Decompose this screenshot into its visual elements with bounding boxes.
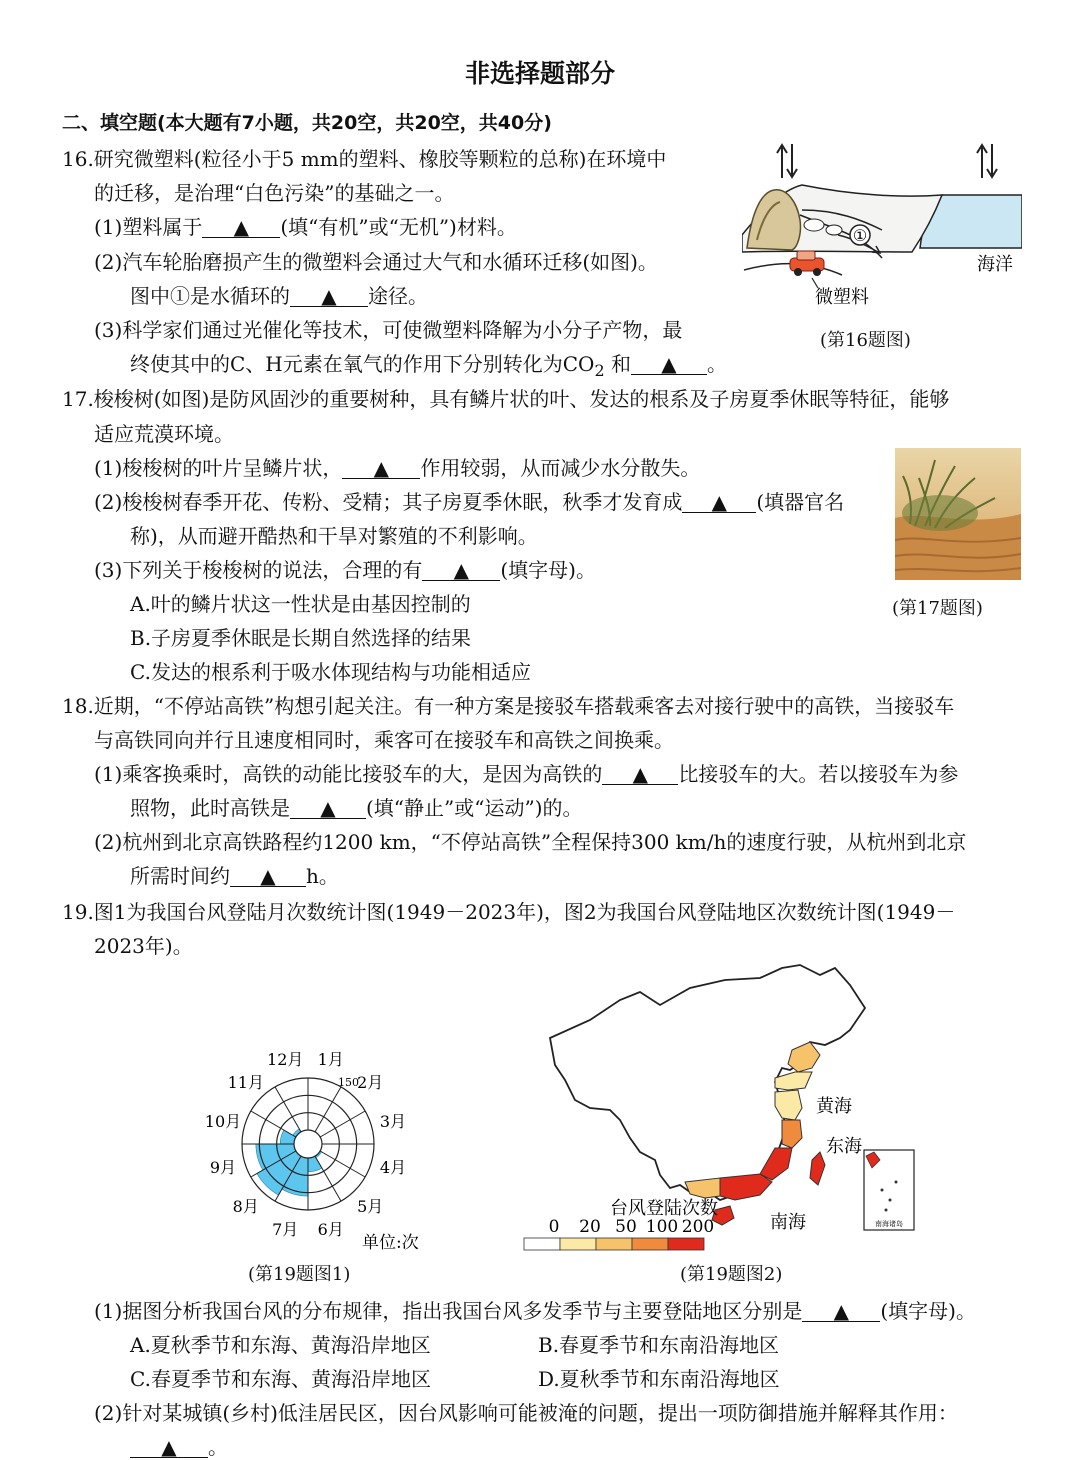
q16-p1-text-after: (填“有机”或“无机”)材料。 <box>280 215 517 239</box>
q18-p1-text: (1)乘客换乘时，高铁的动能比接驳车的大，是因为高铁的 <box>94 762 603 786</box>
q16-stem-line1: 16.研究微塑料(粒径小于5 mm的塑料、橡胶等颗粒的总称)在环境中 <box>62 147 667 171</box>
q16-figure-caption: (第16题图) <box>820 330 911 351</box>
region-taiwan <box>810 1152 825 1185</box>
legend-swatch <box>632 1238 668 1250</box>
month-label: 8月 <box>232 1197 259 1217</box>
month-label: 1月 <box>317 1049 344 1069</box>
q19-part2-line1: (2)针对某城镇(乡村)低洼居民区，因台风影响可能被淹的问题，提出一项防御措施并解释其作用： <box>94 1401 958 1425</box>
legend-tick-label: 20 <box>579 1217 601 1237</box>
q19-p2-text-after: 。 <box>208 1435 228 1459</box>
polar-bars <box>256 1129 322 1196</box>
q19-p1-text: (1)据图分析我国台风的分布规律，指出我国台风多发季节与主要登陆地区分别是 <box>94 1299 803 1323</box>
q18-stem-line2: 与高铁同向并行且速度相同时，乘客可在接驳车和高铁之间换乘。 <box>94 728 674 752</box>
q18-stem-line1: 18.近期，“不停站高铁”构想引起关注。有一种方案是接驳车搭载乘客去对接行驶中的高铁，当接驳车 <box>62 694 955 718</box>
q17-p2-text-after: (填器官名 <box>756 490 845 514</box>
q19-option-b[interactable]: B.春夏季节和东南沿海地区 <box>538 1333 780 1357</box>
updown-arrows-right <box>977 144 997 178</box>
region-guangdong <box>720 1174 772 1200</box>
q19-stem-line1: 19.图1为我国台风登陆月次数统计图(1949－2023年)，图2为我国台风登陆地区次数统计图(1949－ <box>62 900 956 924</box>
polar-grid <box>242 1078 374 1210</box>
car-icon <box>790 251 824 276</box>
ocean-label: 海洋 <box>977 254 1013 275</box>
q18-p2-text: 所需时间约 <box>130 864 230 888</box>
subscript: 2 <box>594 361 605 380</box>
map-label-yellow-sea: 黄海 <box>816 1096 852 1117</box>
q17-p3-text-after: (填字母)。 <box>500 558 596 582</box>
legend-swatch <box>668 1238 704 1250</box>
q17-p1-text: (1)梭梭树的叶片呈鳞片状， <box>94 456 343 480</box>
loop-label: ① <box>852 226 868 245</box>
month-label: 3月 <box>379 1112 407 1132</box>
china-typhoon-map <box>520 960 920 1260</box>
q19-p1-text-after: (填字母)。 <box>880 1299 976 1323</box>
inset-label: 南海诸岛 <box>875 1220 903 1228</box>
q17-part3 <box>94 554 596 583</box>
q16-p3-text-mid: 和 <box>604 352 631 376</box>
region-guangxi <box>685 1178 720 1198</box>
legend-tick-label: 100 <box>645 1217 679 1237</box>
q17-stem-line2: 适应荒漠环境。 <box>94 422 234 446</box>
month-label: 12月 <box>267 1049 304 1069</box>
fig1-caption: (第19题图1) <box>248 1264 351 1285</box>
month-label: 5月 <box>357 1197 384 1217</box>
legend-ticks <box>549 1217 715 1237</box>
q19-part2-line2 <box>130 1431 228 1460</box>
mountain-shape <box>747 190 800 250</box>
legend-tick-label: 0 <box>548 1217 560 1237</box>
map-label-south-sea: 南海 <box>770 1212 806 1233</box>
q18-part1-line1 <box>94 758 958 787</box>
q19-option-c[interactable]: C.春夏季节和东海、黄海沿岸地区 <box>130 1367 431 1391</box>
q17-p2-text: (2)梭梭树春季开花、传粉、受精；其子房夏季休眠，秋季才发育成 <box>94 490 683 514</box>
answer-blank[interactable]: ▲ <box>230 866 306 887</box>
legend-swatch <box>596 1238 632 1250</box>
q17-figure-caption: (第17题图) <box>892 598 983 619</box>
answer-blank[interactable]: ▲ <box>130 1437 208 1458</box>
q16-p2-text: 图中①是水循环的 <box>130 284 290 308</box>
fig2-caption: (第19题图2) <box>680 1264 783 1285</box>
q16-p3-text-after: 。 <box>707 352 727 376</box>
q17-stem-line1: 17.梭梭树(如图)是防风固沙的重要树种，具有鳞片状的叶、发达的根系及子房夏季休眠等特征，能够 <box>62 387 950 411</box>
q17-option-c[interactable]: C.发达的根系利于吸水体现结构与功能相适应 <box>130 660 531 684</box>
q18-part1-line2 <box>130 792 583 821</box>
section-heading: 二、填空题(本大题有7小题，共20空，共20空，共40分) <box>62 112 552 134</box>
answer-blank[interactable]: ▲ <box>802 1301 880 1322</box>
q16-part3-line2 <box>130 348 727 380</box>
legend-swatch <box>524 1238 560 1250</box>
q18-p1-text-after: 比接驳车的大。若以接驳车为参 <box>678 762 959 786</box>
legend-tick-label: 200 <box>681 1217 715 1237</box>
answer-blank[interactable]: ▲ <box>682 492 756 513</box>
region-shandong <box>775 1072 812 1090</box>
q17-part2-line1 <box>94 486 844 515</box>
legend-title: 台风登陆次数 <box>610 1198 718 1219</box>
month-label: 4月 <box>379 1157 407 1177</box>
q18-part2-line2 <box>130 860 339 889</box>
answer-blank[interactable]: ▲ <box>290 286 368 307</box>
legend-tick-label: 50 <box>615 1217 637 1237</box>
answer-blank[interactable]: ▲ <box>422 560 500 581</box>
q19-stem-line2: 2023年)。 <box>94 934 193 958</box>
q18-p1-l2-text-after: (填“静止”或“运动”)的。 <box>366 796 583 820</box>
q17-part2-line2: 称)，从而避开酷热和干旱对繁殖的不利影响。 <box>130 524 538 548</box>
q17-p1-text-after: 作用较弱，从而减少水分散失。 <box>420 456 701 480</box>
answer-blank[interactable]: ▲ <box>342 458 420 479</box>
q18-p2-text-after: h。 <box>306 864 339 888</box>
q18-part2-line1: (2)杭州到北京高铁路程约1200 km，“不停站高铁”全程保持300 km/h的速度行驶，从杭州到北京 <box>94 830 967 854</box>
unit-label: 单位:次 <box>362 1233 419 1253</box>
q19-option-a[interactable]: A.夏秋季节和东海、黄海沿岸地区 <box>130 1333 431 1357</box>
answer-blank[interactable]: ▲ <box>602 764 678 785</box>
q16-part3-line1: (3)科学家们通过光催化等技术，可使微塑料降解为小分子产物，最 <box>94 318 683 342</box>
q19-option-d[interactable]: D.夏秋季节和东南沿海地区 <box>538 1367 780 1391</box>
answer-blank[interactable]: ▲ <box>631 354 707 375</box>
month-label: 7月 <box>272 1220 299 1240</box>
q16-stem-line2: 的迁移，是治理“白色污染”的基础之一。 <box>94 181 455 205</box>
legend-color-bar <box>524 1238 704 1250</box>
q16-p3-text: 终使其中的C、H元素在氧气的作用下分别转化为CO <box>130 352 595 376</box>
q16-part1 <box>94 211 517 240</box>
q16-figure <box>742 140 1022 320</box>
answer-blank[interactable]: ▲ <box>290 798 366 819</box>
q17-part1 <box>94 452 700 481</box>
month-label: 2月 <box>357 1072 384 1092</box>
typhoon-month-polar-chart <box>170 1040 450 1260</box>
microplastic-label: 微塑料 <box>815 287 869 308</box>
radial-tick-label: 150 <box>338 1076 359 1089</box>
month-label: 10月 <box>204 1112 242 1132</box>
month-label: 9月 <box>209 1157 237 1177</box>
map-label-east-sea: 东海 <box>826 1136 862 1157</box>
q17-option-b[interactable]: B.子房夏季休眠是长期自然选择的结果 <box>130 626 472 650</box>
q16-p2-text-after: 途径。 <box>368 284 428 308</box>
q16-p1-text: (1)塑料属于 <box>94 215 203 239</box>
legend-swatch <box>560 1238 596 1250</box>
answer-blank[interactable]: ▲ <box>202 217 280 238</box>
q17-p3-text: (3)下列关于梭梭树的说法，合理的有 <box>94 558 423 582</box>
q16-part2-line2 <box>130 280 428 309</box>
month-label: 11月 <box>227 1072 264 1092</box>
q18-p1-l2-text: 照物，此时高铁是 <box>130 796 290 820</box>
region-zhejiang <box>782 1120 802 1148</box>
month-label: 6月 <box>317 1220 344 1240</box>
q19-part1 <box>94 1295 976 1324</box>
q16-part2-line1: (2)汽车轮胎磨损产生的微塑料会通过大气和水循环迁移(如图)。 <box>94 250 658 274</box>
saxaul-tree-photo <box>895 448 1021 580</box>
page-title: 非选择题部分 <box>464 59 615 88</box>
q17-option-a[interactable]: A.叶的鳞片状这一性状是由基因控制的 <box>130 592 471 616</box>
updown-arrows-left <box>777 144 797 178</box>
south-china-sea-inset <box>864 1150 914 1230</box>
